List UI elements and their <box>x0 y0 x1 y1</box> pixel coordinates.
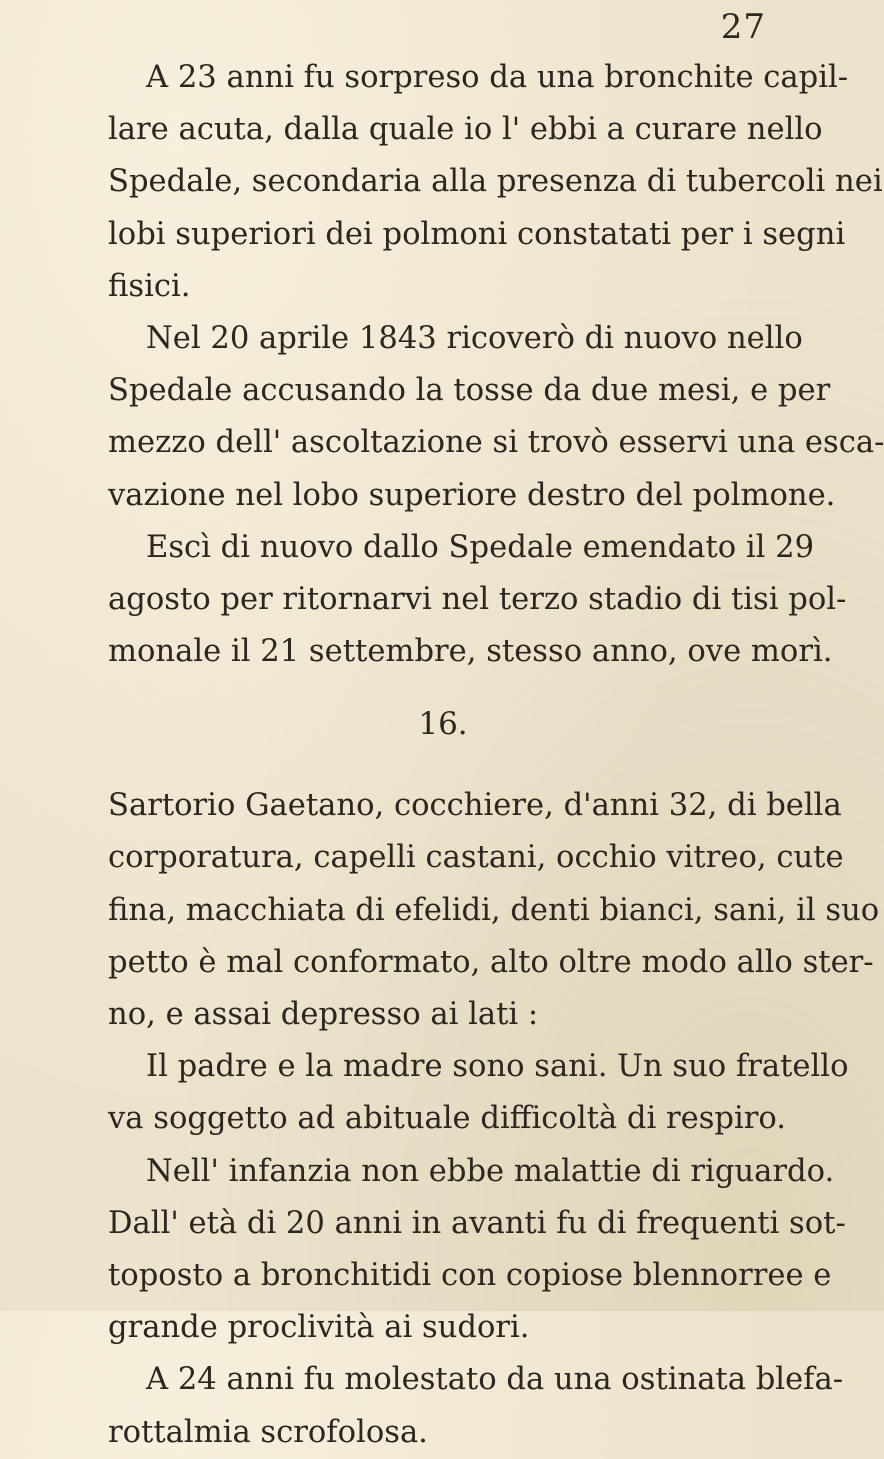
text-line: Il padre e la madre sono sani. Un suo fratello <box>146 1049 849 1085</box>
page-body <box>108 52 884 1459</box>
text-line: Spedale accusando la tosse da due mesi, e per <box>108 373 831 409</box>
text-line: lobi superiori dei polmoni constatati per i segni <box>108 216 846 252</box>
text-line: mezzo dell' ascoltazione si trovò esservi una esca- <box>108 425 884 461</box>
text-line: A 23 anni fu sorpreso da una bronchite capil- <box>146 60 849 95</box>
text-line: Spedale, secondaria alla presenza di tubercoli nei <box>108 164 883 200</box>
text-line: Escì di nuovo dallo Spedale emendato il 29 <box>146 529 815 565</box>
text-line: rottalmia scrofolosa. <box>108 1414 428 1450</box>
text-line: no, e assai depresso ai lati : <box>108 997 539 1032</box>
text-line: lare acuta, dalla quale io l' ebbi a curare nello <box>108 112 823 148</box>
text-line: vazione nel lobo superiore destro del polmone. <box>108 477 836 513</box>
section-number-heading: 16. <box>418 706 468 743</box>
text-line: agosto per ritornarvi nel terzo stadio di tisi pol- <box>108 581 847 617</box>
text-line: va soggetto ad abituale difficoltà di respiro. <box>108 1101 786 1137</box>
text-line: toposto a bronchitidi con copiose blennorree e <box>108 1257 832 1293</box>
text-line: Dall' età di 20 anni in avanti fu di frequenti sot- <box>108 1205 846 1241</box>
text-line: fisici. <box>108 268 191 304</box>
text-line: monale il 21 settembre, stesso anno, ove morì. <box>108 634 833 670</box>
text-line: petto è mal conformato, alto oltre modo allo ster- <box>108 944 874 980</box>
text-line: Nell' infanzia non ebbe malattie di riguardo. <box>146 1153 835 1189</box>
text-line: corporatura, capelli castani, occhio vitreo, cute <box>108 840 844 876</box>
text-line: fina, macchiata di efelidi, denti bianci, sani, il suo <box>108 892 880 928</box>
text-line: Sartorio Gaetano, cocchiere, d'anni 32, di bella <box>108 788 842 824</box>
text-line: A 24 anni fu molestato da una ostinata blefa- <box>146 1362 844 1398</box>
text-line: Nel 20 aprile 1843 ricoverò di nuovo nello <box>146 320 803 356</box>
text-line: grande proclività ai sudori. <box>108 1310 530 1346</box>
page-number: 27 <box>720 7 766 47</box>
